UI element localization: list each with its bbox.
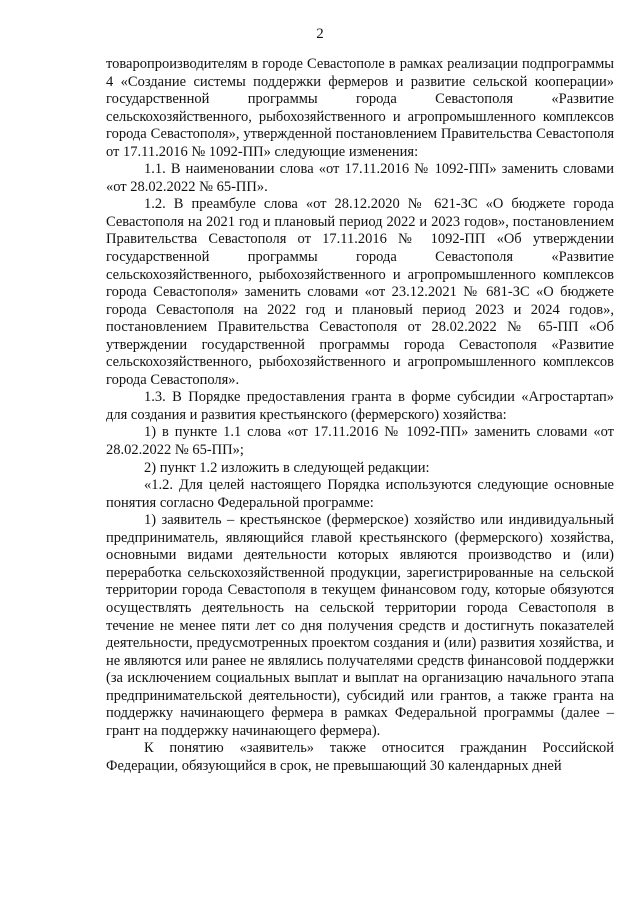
paragraph-1-1: 1.1. В наименовании слова «от 17.11.2016 № 1092-ПП» заменить словами «от 28.02.2022 № 65-ПП». xyxy=(106,161,614,195)
paragraph-1-3: 1.3. В Порядке предоставления гранта в форме субсидии «Агростартап» для создания и развития крестьянского (фермерского) хозяйства: xyxy=(106,389,614,423)
document-body xyxy=(106,56,614,775)
paragraph-1-3-item-1: 1) в пункте 1.1 слова «от 17.11.2016 № 1092-ПП» заменить словами «от 28.02.2022 № 65-ПП»; xyxy=(106,424,614,459)
paragraph-applicant-concept: К понятию «заявитель» также относится гражданин Российской Федерации, обязующийся в срок, не превышающий 30 календарных дней xyxy=(106,740,614,774)
paragraph-1-2: 1.2. В преамбуле слова «от 28.12.2020 № 621-ЗС «О бюджете города Севастополя на 2021 год и плановый период 2022 и 2023 годов», постановлением Правительства Севастополя от 17.11.2016 № 1092-ПП «Об утверждении государственной программы города Севастополя «Развитие сельскохозяйственного, рыбохозяйственного и агропромышленного комплексов города Севастополя» заменить словами «от 23.12.2021 № 681-ЗС «О бюджете города Севастополя на 2022 год и плановый период 2023 и 2024 годов», постановлением Правительства Севастополя от 28.02.2022 № 65-ПП «Об утверждении государственной программы города Севастополя «Развитие сельскохозяйственного, рыбохозяйственного и агропромышленного комплексов города Севастополя». xyxy=(106,196,614,388)
paragraph-definition-applicant: 1) заявитель – крестьянское (фермерское) хозяйство или индивидуальный предприниматель, являющийся главой крестьянского (фермерского) хозяйства, основными видами деятельности которых являются производство и (или) переработка сельскохозяйственной продукции, зарегистрированные на сельской территории города Севастополя в текущем финансовом году, которые обязуются осуществлять деятельность на сельской территории города Севастополя в течение не менее пяти лет со дня получения средств и достигнуть показателей деятельности, предусмотренных проектом создания и (или) развития хозяйства, и не являются или ранее не являлись получателями средств финансовой поддержки (за исключением социальных выплат и выплат на организацию начального этапа предпринимательской деятельности), субсидий или грантов, а также гранта на поддержку начинающего фермера в рамках Федеральной программы (далее – грант на поддержку начинающего фермера). xyxy=(106,512,614,739)
page-number: 2 xyxy=(316,26,324,42)
paragraph-1-3-item-2: 2) пункт 1.2 изложить в следующей редакции: xyxy=(144,459,430,476)
paragraph-quoted-1-2: «1.2. Для целей настоящего Порядка используются следующие основные понятия согласно Федеральной программе: xyxy=(106,477,614,511)
paragraph-intro-continuation: товаропроизводителям в городе Севастополе в рамках реализации подпрограммы 4 «Создание системы поддержки фермеров и развитие сельской кооперации» государственной программы города Севастополя «Развитие сельскохозяйственного, рыбохозяйственного и агропромышленного комплексов города Севастополя», утвержденной постановлением Правительства Севастополя от 17.11.2016 № 1092-ПП» следующие изменения: xyxy=(106,56,614,160)
